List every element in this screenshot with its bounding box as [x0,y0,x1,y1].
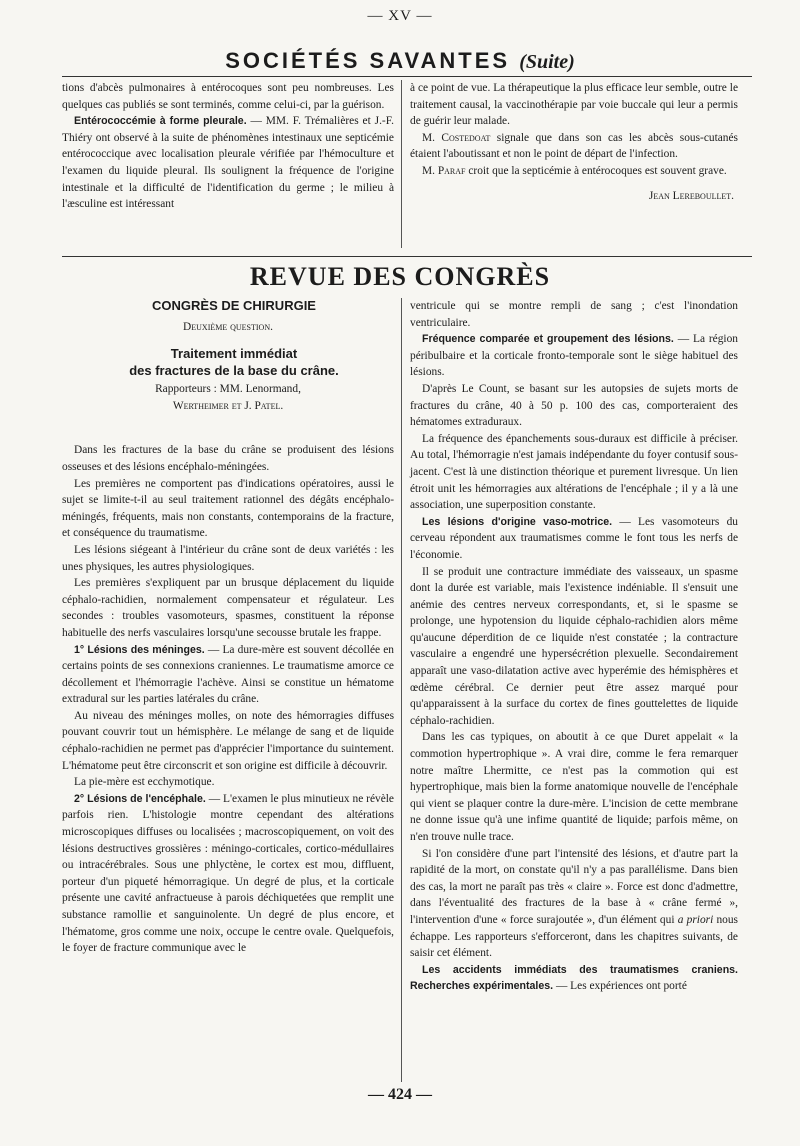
paragraph-body: — La dure-mère est souvent décollée en certains points de ses connexions craniennes. Le traumatisme amorce ce décollement et l'hémorragie l'achève. Ainsi se constitue un hématome extradural sur les parties latérales du crâne. [62,643,394,706]
paragraph-heading: Les lésions d'origine vaso-motrice. [422,515,613,528]
speaker-name: M. Costedoat [422,131,491,144]
article-title-line-2: des fractures de la base du crâne. [129,363,339,379]
paragraph: La pie-mère est ecchymotique. [74,776,215,789]
header-rule [62,76,752,77]
top-right-column [410,80,738,204]
paragraph: à ce point de vue. La thérapeutique la plus efficace leur semble, outre le traitement causal, la vaccinothérapie par voie buccale qui leur a permis de guérir leur malade. [410,82,738,128]
paragraph [62,791,394,957]
paragraph: Les lésions siégeant à l'intérieur du crâne sont de deux variétés : les unes physiques, les autres physiologiques. [62,543,394,573]
paragraph: ventricule qui se montre rempli de sang ; c'est l'inondation ventriculaire. [410,300,738,329]
paragraph [410,846,738,962]
italic-phrase: a priori [677,913,714,926]
paragraph-body: — L'examen le plus minutieux ne révèle parfois rien. L'histologie montre cependant des altérations microscopiques diffuses ou localisées ; macroscopiquement, on voit des lésions destructives grossières : méningo-corticales, cortico-médullaires ou intracérébrales. Sous une phlyctène, le cortex est mou, diffluent, porteur d'un piqueté hémorragique. Un degré de plus, et la corticale présente une cavité anfractueuse à parois déchiquetées que remplit une substance ramollie et sanguinolente. Un degré de plus encore, et l'hématome, gros comme une noix, occupe le centre ovale. Quelquefois, le foyer de fracture communique avec le [62,792,394,955]
paragraph-body: — La région péribulbaire et la corticale fronto-temporale sont le siège habituel des lésions. [410,333,738,379]
authors: — MM. F. Trémalières et J.-F. Thiéry [62,115,394,144]
paragraph: Les premières ne comportent pas d'indications opératoires, aussi le sujet se limite-t-il au seul traitement rationnel des dégâts encéphalo-méningés, fréquents, mais non constants, contemporains de la fracture, et conséquence du traumatisme. [62,477,394,540]
article-title-line-1: Traitement immédiat [170,346,298,362]
paragraph-body: Si l'on considère d'une part l'intensité des lésions, et d'autre part la rapidité de la mort, on constate qu'il n'y a pas parallélisme. Dans bien des cas, la mort ne paraît pas très « claire ». Force est donc d'admettre, dans l'éventualité des fractures de la base à « crâne fermé », l'intervention d'une « force surajoutée », d'un élément qui [410,847,738,926]
main-left-column [62,298,394,957]
speaker-name: M. Paraf [422,164,466,177]
paragraph: Il se produit une contracture immédiate des vaisseaux, un spasme dont la durée est variable, mais l'existence indéniable. Il s'ensuit une anémie des centres nerveux correspondants, et, si le spasme se prolonge, une hypotension du liquide céphalo-rachidien alors même qu'aucune déperdition de ce liquide n'est constatée ; la contracture vasculaire a engendré une hypersécrétion plexuelle. Secondairement apparaît une vaso-dilatation active avec hyperémie des hémisphères et œdème cérébral. Ce dernier peut être assez marqué pour qu'apparaissent à la surface du cortex de fines gouttelettes de liquide céphalo-rachidien. [410,565,738,727]
revue-title: REVUE DES CONGRÈS [249,262,551,291]
paragraph-heading: 2° Lésions de l'encéphale. [74,792,206,805]
paragraph [410,163,738,180]
paragraph [410,962,738,995]
section-rule [62,256,752,257]
paragraph: D'après Le Count, se basant sur les autopsies de sujets morts de fractures du crâne, 40 à 50 p. 100 des cas, comporteraient des hématomes extraduraux. [410,382,738,429]
paragraph: Les premières s'expliquent par un brusque déplacement du liquide céphalo-rachidien, normalement compensateur et régulateur. Les secondes : troubles vasomoteurs, spasmes, constituent la réponse habituelle des nerfs vasculaires lorsqu'une secousse brutale les frappe. [62,577,394,639]
paragraph [62,642,394,708]
top-left-column [62,80,394,213]
paragraph-heading: Les accidents immédiats des traumatismes craniens. Recherches expérimentales. [410,963,738,993]
paragraph: Dans les fractures de la base du crâne se produisent des lésions osseuses et des lésions encéphalo-méningées. [62,444,394,473]
paragraph [410,514,738,564]
paragraph-heading: 1° Lésions des méninges. [74,643,205,656]
paragraph-body: — Les expériences ont porté [553,980,687,993]
page-number: — 424 — [368,1086,432,1103]
column-divider [401,298,402,1082]
paragraph-body: signale que dans son cas les abcès sous-cutanés étaient l'aboutissant et non le point de départ de l'infection. [410,131,738,161]
section-title-text: SOCIÉTÉS SAVANTES [225,48,511,73]
main-right-column [410,298,738,995]
paragraph-body: croit que la septicémie à entérocoques est souvent grave. [465,164,727,177]
rapporteurs-line-2: Wertheimer et J. Patel. [172,399,284,412]
paragraph-body: — Les vasomoteurs du cerveau répondent aux traumatismes comme le font tous les nerfs de l'économie. [410,515,738,561]
paragraph-body: nous échappe. Les rapporteurs s'efforceront, dans les chapitres suivants, de saisir cet élément. [410,913,738,960]
paragraph-body: ont observé à la suite de phénomènes intestinaux une septicémie entérococcique avec localisation pleurale vérifiée par l'hémoculture et l'examen du liquide pleural. Ils soulignent la fréquence de l'origine intestinale et la difficulté de l'identification du germe ; le milieu à l'æsculine est intéressant [62,131,394,211]
paragraph [62,113,394,213]
paragraph: Au niveau des méninges molles, on note des hémorragies diffuses pouvant couvrir tout un hémisphère. Le mélange de sang et de liquide céphalo-rachidien ne permet pas d'apprécier l'importance du suintement. L'hématome peut être circonscrit et son origine est difficile à découvrir. [62,709,394,772]
paragraph: Dans les cas typiques, on aboutit à ce que Duret appelait « la commotion hypertrophique ». A vrai dire, comme le fera remarquer notre maître Lhermitte, ce n'est pas la commotion qui est hypertrophique, mais bien la forme anatomique nouvelle de l'encéphale qui vient se plaquer contre la dure-mère. L'incision de cette membrane ne donne issue qu'à une infime quantité de liquide; parfois même, on n'en trouve nulle trace. [410,731,738,843]
question-label: Deuxième question. [183,320,273,333]
paragraph [410,130,738,163]
section-title-suite: (Suite) [519,51,575,73]
congress-name: CONGRÈS DE CHIRURGIE [152,298,316,313]
paragraph-heading: Entérococcémie à forme pleurale. [74,115,247,128]
paragraph: tions d'abcès pulmonaires à entérocoques sont peu nombreuses. Les quelques cas publiés se sont terminés, comme celui-ci, par la guérison. [62,82,394,111]
section-title [0,48,800,74]
paragraph: La fréquence des épanchements sous-duraux est difficile à préciser. Au total, l'hémorragie n'est jamais indépendante du foyer contusif sous-jacent. C'est là une distinction théorique et purement livresque. Un lien étroit unit les hémorragies aux altérations de l'encéphale ; il y a là une association, une superposition constante. [410,432,738,512]
column-divider [401,80,402,248]
rapporteurs-line-1: Rapporteurs : MM. Lenormand, [155,383,301,396]
signature: Jean Lereboullet. [648,189,734,202]
paragraph-heading: Fréquence comparée et groupement des lésions. [422,333,674,346]
paragraph [410,331,738,381]
page-roman-numeral: — XV — [367,8,433,24]
